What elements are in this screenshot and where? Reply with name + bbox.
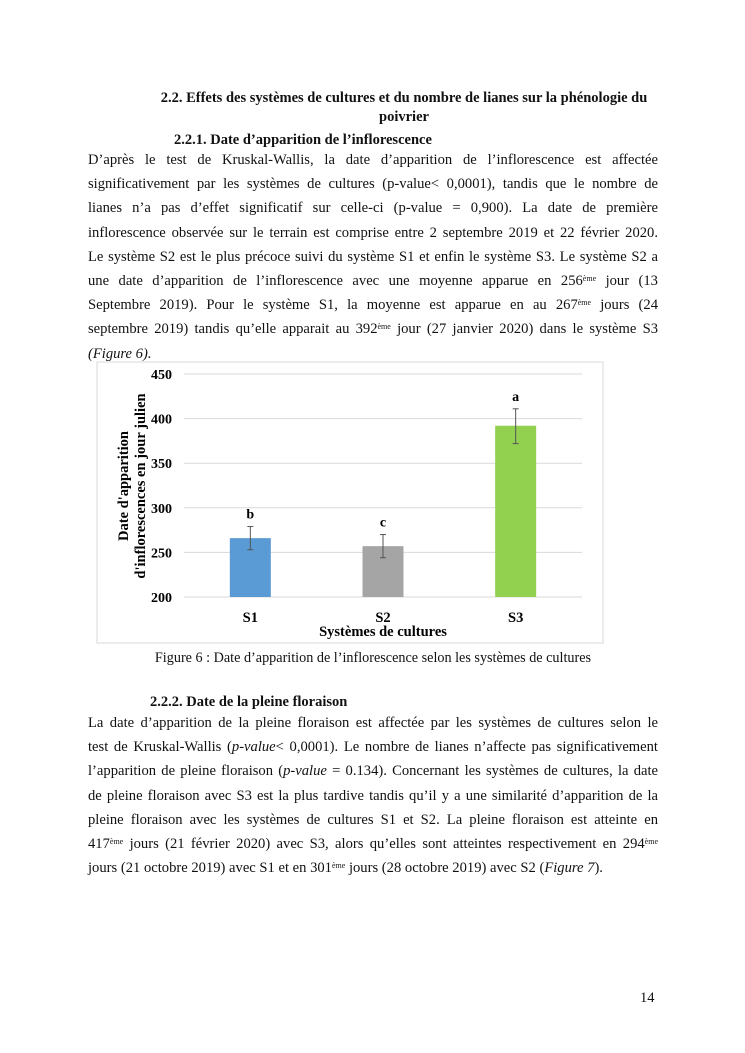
heading-number: 2.2.2.	[150, 694, 183, 710]
text-segment: jours (21 octobre 2019) avec S1 et en 301	[88, 860, 332, 877]
bar-S3	[495, 426, 536, 597]
text-segment: jours (28 octobre 2019) avec S2 (	[345, 860, 545, 877]
text-segment: une date d’apparition de l’inflorescence avec une moyenne apparue en 256	[88, 272, 583, 289]
text-line	[88, 759, 658, 783]
x-tick-label: S3	[508, 610, 524, 626]
y-axis-label-line1: Date d'apparition	[116, 431, 132, 541]
y-tick-label: 200	[151, 591, 172, 606]
text-segment: ).	[594, 860, 603, 877]
text-segment: Septembre 2019). Pour le système S1, la moyenne est apparue en au 267	[88, 297, 578, 314]
text-line	[88, 711, 658, 735]
heading-line-1: 2.2. Effets des systèmes de cultures et du nombre de lianes sur la phénologie du	[160, 90, 648, 106]
heading-number: 2.2.1.	[174, 132, 207, 148]
text-segment: significativement par les systèmes de cultures (p-value< 0,0001), tandis que le nombre de	[88, 176, 658, 193]
text-segment: D’après le test de Kruskal-Wallis, la date d’apparition de l’inflorescence est affectée	[88, 152, 658, 168]
superscript: ème	[109, 836, 124, 846]
text-segment: lianes n’a pas d’effet significatif sur celle-ci (p-value = 0,900). La date de première	[88, 200, 658, 217]
heading-title: Date d’apparition de l’inflorescence	[210, 132, 432, 148]
text-line	[88, 808, 658, 832]
y-axis-label-line2: d'inflorescences en jour julien	[133, 393, 149, 579]
text-segment: < 0,0001). Le nombre de lianes n’affecte pas significativement	[275, 739, 658, 756]
y-tick-label: 400	[151, 412, 172, 428]
x-tick-label: S1	[242, 610, 258, 626]
x-axis-label: Systèmes de cultures	[319, 624, 447, 640]
text-segment: pleine floraison avec les systèmes de cultures S1 et S2. La pleine floraison est atteinte en	[88, 811, 658, 828]
text-segment: l’apparition de pleine floraison (	[88, 763, 284, 780]
paragraph-pleine-floraison	[88, 711, 658, 880]
text-segment: jours (24	[591, 297, 658, 314]
superscript: ème	[644, 836, 658, 846]
text-segment: inflorescence observée sur le terrain est comprise entre 2 septembre 2019 et 22 février 2020.	[88, 224, 658, 241]
text-segment: jour (27 janvier 2020) dans le système S3	[390, 321, 658, 338]
text-segment: jours (21 février 2020) avec S3, alors qu’elles sont atteintes respectivement en 294	[123, 835, 645, 852]
text-segment: p-value	[231, 739, 276, 756]
page-number: 14	[640, 990, 655, 1006]
significance-letter: b	[246, 507, 255, 523]
text-segment: 417	[88, 835, 110, 852]
text-segment: septembre 2019) tandis qu’elle apparait au 392	[88, 321, 378, 338]
text-segment: (Figure 6).	[88, 345, 152, 362]
y-tick-label: 300	[151, 501, 172, 517]
significance-letter: c	[379, 515, 387, 531]
y-tick-label: 450	[151, 368, 172, 383]
text-segment: test de Kruskal-Wallis (	[88, 739, 232, 756]
x-tick-label: S2	[375, 610, 391, 626]
superscript: ème	[377, 322, 391, 332]
text-line	[88, 856, 658, 880]
text-segment: Figure 7	[544, 860, 595, 877]
text-line	[88, 784, 658, 808]
text-line	[88, 735, 658, 759]
heading-line-2: poivrier	[379, 109, 429, 125]
heading-title: Date de la pleine floraison	[186, 694, 348, 710]
text-segment: Le système S2 est le plus précoce suivi du système S1 et enfin le système S3. Le système S2 a	[88, 248, 658, 265]
y-tick-label: 350	[151, 457, 172, 473]
text-segment: de pleine floraison avec S3 est la plus tardive tandis qu’il y a une similarité d’apparition de la	[88, 787, 658, 804]
superscript: ème	[577, 298, 592, 308]
figure-caption: Figure 6 : Date d’apparition de l’inflorescence selon les systèmes de cultures	[154, 650, 592, 666]
superscript: ème	[582, 273, 597, 283]
text-segment: p-value	[283, 763, 327, 780]
text-segment: jour (13	[596, 272, 658, 289]
text-segment: La date d’apparition de la pleine floraison est affectée par les systèmes de cultures selon le	[88, 715, 658, 731]
subsection-heading-2-2-2	[150, 693, 347, 711]
text-line	[88, 832, 658, 856]
significance-letter: a	[512, 389, 520, 405]
superscript: ème	[331, 861, 346, 871]
y-tick-label: 250	[151, 546, 172, 562]
text-segment: = 0.134). Concernant les systèmes de cultures, la date	[326, 763, 659, 780]
